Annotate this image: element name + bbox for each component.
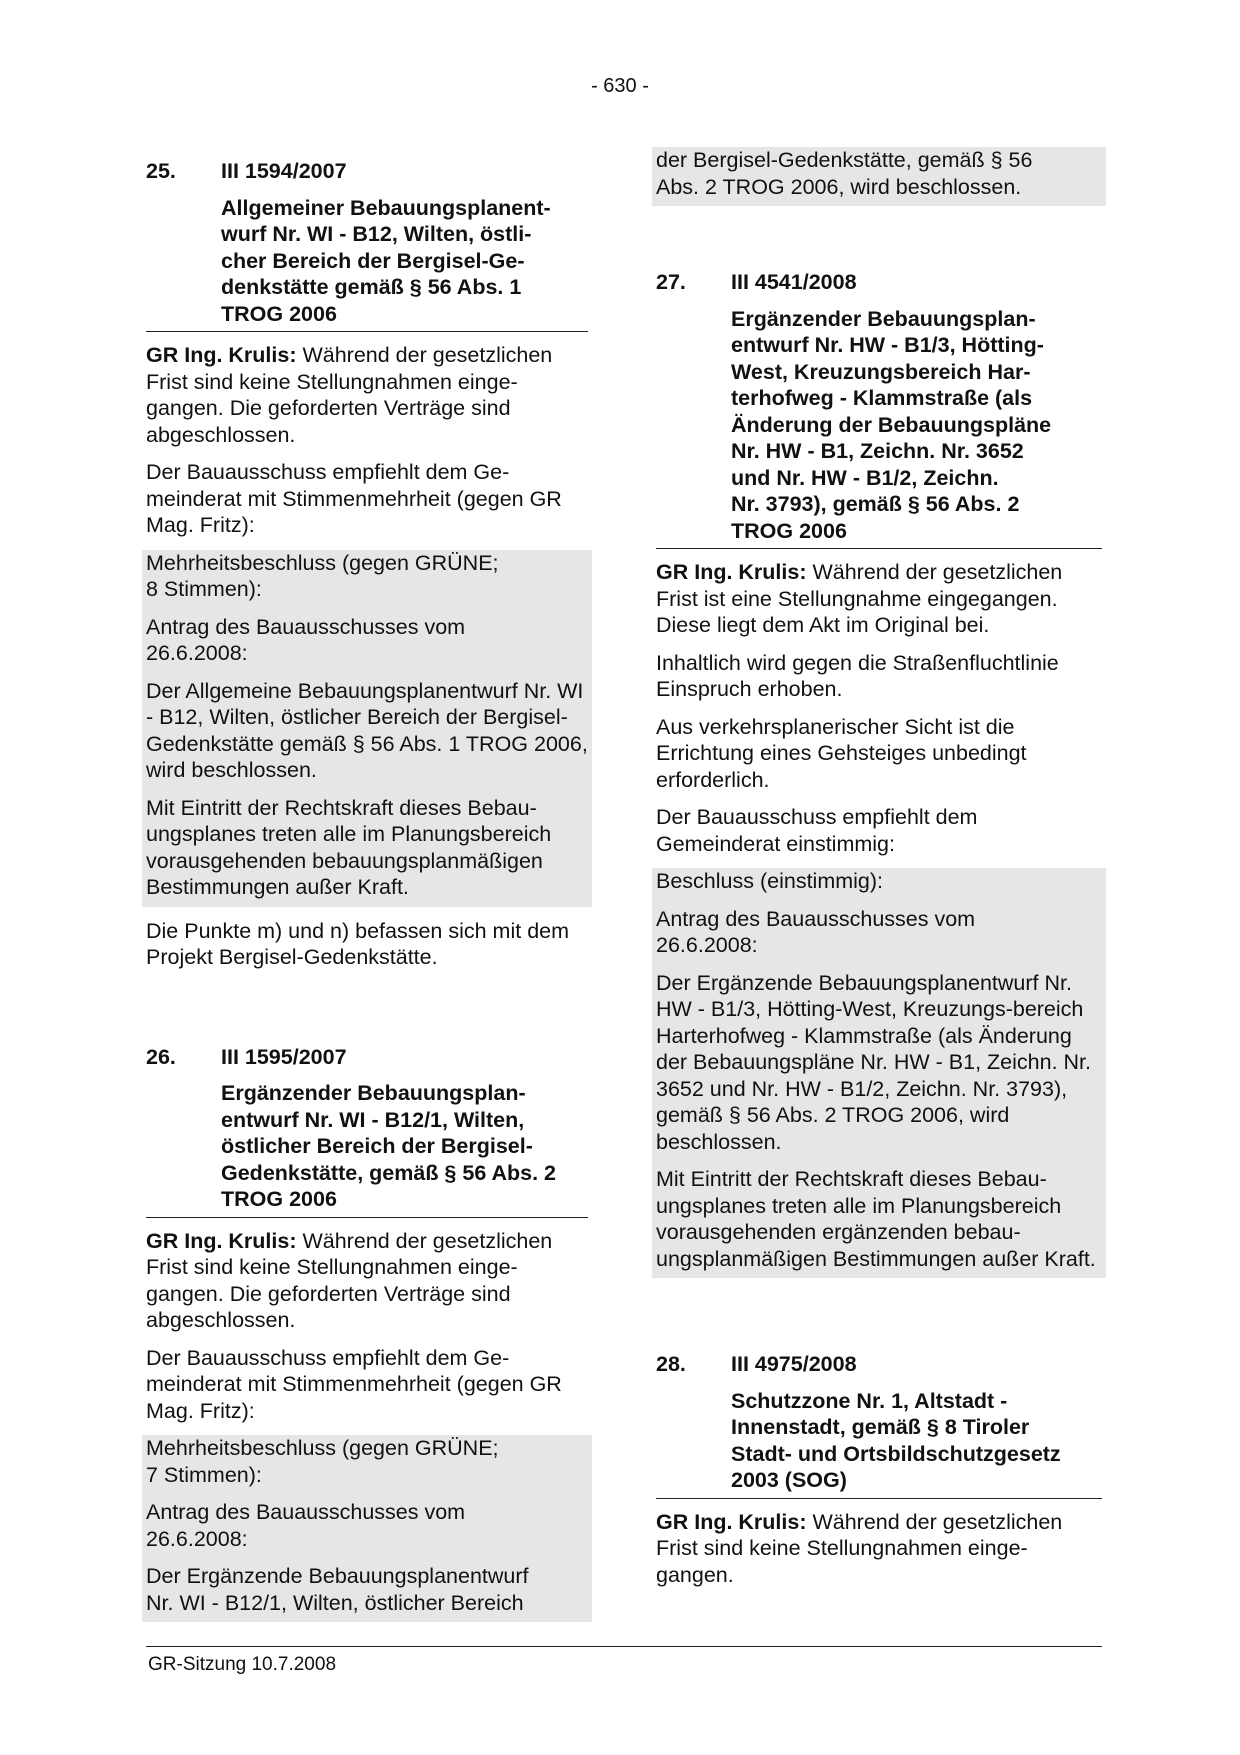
decision-text-part1: Der Ergänzende Bebauungsplanentwurf Nr. WI - B12/1, Wilten, östlicher Bereich: [146, 1564, 529, 1615]
item-number: 26.: [146, 1044, 176, 1069]
motion-header: Antrag des Bauausschusses vom 26.6.2008:: [146, 1500, 466, 1551]
committee-recommendation: Der Bauausschuss empfiehlt dem Gemeinderat einstimmig:: [656, 805, 978, 856]
motion-header: Antrag des Bauausschusses vom 26.6.2008:: [656, 906, 976, 957]
item-header: [146, 1044, 588, 1071]
title-divider: [146, 1217, 588, 1218]
item-header: [656, 269, 1102, 296]
section-gap: [656, 217, 1102, 269]
resolution-box: [652, 868, 1106, 1278]
motion-header: Antrag des Bauausschusses vom 26.6.2008:: [146, 614, 466, 665]
section-gap: [146, 982, 588, 1044]
item-reference: III 1594/2007: [221, 159, 347, 183]
agenda-item-26: [146, 1044, 588, 1623]
speaker-statement: [146, 342, 588, 448]
footer-session-label: GR-Sitzung 10.7.2008: [148, 1654, 337, 1675]
resolution-box: [142, 550, 592, 907]
speaker-statement: [656, 559, 1102, 639]
item-number: 27.: [656, 270, 686, 294]
agenda-item-25: [146, 158, 588, 971]
statement-text: Während der gesetzlichen Frist sind keine Stellungnahmen einge-gangen.: [656, 1509, 1063, 1587]
title-divider: [146, 331, 588, 332]
item-number: 25.: [146, 159, 176, 183]
right-column: [656, 147, 1102, 1599]
committee-recommendation: Der Bauausschuss empfiehlt dem Ge-meinderat mit Stimmenmehrheit (gegen GR Mag. Fritz):: [146, 460, 562, 537]
speaker-name: GR Ing. Krulis:: [146, 343, 297, 367]
statement-text: Während der gesetzlichen Frist sind keine Stellungnahmen einge-gangen. Die geforderten Verträge sind abgeschlossen.: [146, 1228, 553, 1332]
traffic-assessment: Aus verkehrsplanerischer Sicht ist die Errichtung eines Gehsteiges unbedingt erforderlich.: [656, 714, 1027, 792]
left-column: [146, 158, 588, 1633]
speaker-statement: [656, 1509, 1102, 1589]
footer-divider: [146, 1646, 1102, 1647]
item-title: Ergänzender Bebauungsplan- entwurf Nr. HW - B1/3, Hötting- West, Kreuzungsbereich Har- terhofweg - Klammstraße (als Änderung der Bebauungspläne Nr. HW - B1, Zeichn. Nr. 3652 und Nr. HW - B1/2, Zeichn. Nr. 3793), gemäß § 56 Abs. 2 TROG 2006: [731, 306, 1052, 543]
resolution-box: [142, 1435, 592, 1622]
item-note: Die Punkte m) und n) befassen sich mit dem Projekt Bergisel-Gedenkstätte.: [146, 918, 570, 969]
page-number: - 630 -: [591, 75, 649, 97]
resolution-box-continued: [652, 147, 1106, 206]
decision-text: Der Allgemeine Bebauungsplanentwurf Nr. WI - B12, Wilten, östlicher Bereich der Bergisel-Gedenkstätte gemäß § 56 Abs. 1 TROG 2006, wird beschlossen.: [146, 678, 588, 782]
resolution-type: Mehrheitsbeschluss (gegen GRÜNE; 7 Stimmen):: [146, 1436, 499, 1487]
speaker-statement: [146, 1228, 588, 1334]
effect-text: Mit Eintritt der Rechtskraft dieses Bebau-ungsplanes treten alle im Planungsbereich vorausgehenden bebauungsplanmäßigen Bestimmungen außer Kraft.: [146, 795, 552, 899]
item-header: [146, 158, 588, 185]
item-title: Schutzzone Nr. 1, Altstadt - Innenstadt, gemäß § 8 Tiroler Stadt- und Ortsbildschutzgesetz 2003 (SOG): [731, 1388, 1061, 1492]
decision-text-part2: der Bergisel-Gedenkstätte, gemäß § 56 Abs. 2 TROG 2006, wird beschlossen.: [656, 148, 1033, 199]
item-title: Allgemeiner Bebauungsplanent- wurf Nr. WI - B12, Wilten, östli- cher Bereich der Bergisel-Ge- denkstätte gemäß § 56 Abs. 1 TROG 2006: [221, 195, 551, 326]
title-divider: [656, 548, 1102, 549]
item-number: 28.: [656, 1352, 686, 1376]
speaker-name: GR Ing. Krulis:: [656, 560, 807, 584]
agenda-item-28: [656, 1351, 1102, 1588]
objection-text: Inhaltlich wird gegen die Straßenfluchtlinie Einspruch erhoben.: [656, 650, 1059, 701]
committee-recommendation: Der Bauausschuss empfiehlt dem Ge-meinderat mit Stimmenmehrheit (gegen GR Mag. Fritz):: [146, 1345, 562, 1423]
statement-text: Während der gesetzlichen Frist sind keine Stellungnahmen einge-gangen. Die geforderten Verträge sind abgeschlossen.: [146, 343, 553, 447]
item-header: [656, 1351, 1102, 1378]
item-title: Ergänzender Bebauungsplan- entwurf Nr. WI - B12/1, Wilten, östlicher Bereich der Bergisel- Gedenkstätte, gemäß § 56 Abs. 2 TROG 2006: [221, 1081, 556, 1211]
item-reference: III 1595/2007: [221, 1044, 347, 1069]
section-gap: [656, 1289, 1102, 1351]
item-reference: III 4541/2008: [731, 270, 857, 294]
speaker-name: GR Ing. Krulis:: [656, 1509, 807, 1534]
resolution-type: Mehrheitsbeschluss (gegen GRÜNE; 8 Stimmen):: [146, 550, 499, 601]
item-reference: III 4975/2008: [731, 1352, 857, 1376]
decision-text: Der Ergänzende Bebauungsplanentwurf Nr. HW - B1/3, Hötting-West, Kreuzungs-bereich Harterhofweg - Klammstraße (als Änderung der Bebauungspläne Nr. HW - B1, Zeichn. Nr. 3652 und Nr. HW - B1/2, Zeichn. Nr. 3793), gemäß § 56 Abs. 2 TROG 2006, wird beschlossen.: [656, 970, 1091, 1154]
statement-text: Während der gesetzlichen Frist ist eine Stellungnahme eingegangen. Diese liegt dem Akt im Original bei.: [656, 560, 1063, 637]
effect-text: Mit Eintritt der Rechtskraft dieses Bebau-ungsplanes treten alle im Planungsbereich vorausgehenden ergänzenden bebau-ungsplanmäßigen Bestimmungen außer Kraft.: [656, 1167, 1096, 1271]
speaker-name: GR Ing. Krulis:: [146, 1228, 297, 1253]
title-divider: [656, 1498, 1102, 1499]
agenda-item-27: [656, 269, 1102, 1278]
resolution-type: Beschluss (einstimmig):: [656, 869, 883, 893]
